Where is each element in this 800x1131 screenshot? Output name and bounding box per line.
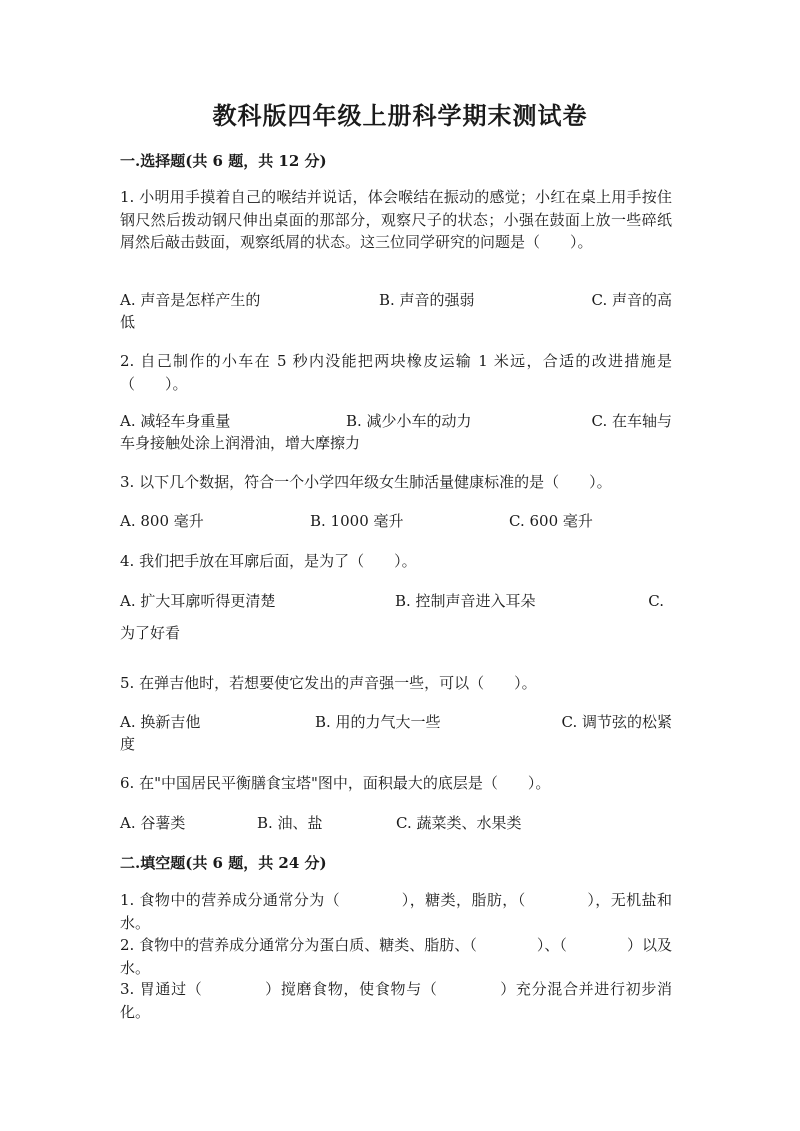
question-4-option-continuation: 为了好看 (120, 624, 181, 642)
option-b: B. 控制声音进入耳朵 (395, 592, 536, 610)
option-a: A. 800 毫升 (120, 512, 204, 530)
question-1-option-continuation: 低 (120, 313, 136, 331)
option-c: C. 在车轴与 (591, 412, 672, 430)
question-2-text: 2. 自己制作的小车在 5 秒内没能把两块橡皮运输 1 米远，合适的改进措施是（ ）。 (120, 352, 672, 393)
page-title: 教科版四年级上册科学期末测试卷 (212, 101, 588, 130)
question-2-options (120, 410, 672, 432)
question-6-options (120, 812, 672, 834)
option-c: C. 声音的高 (591, 291, 672, 309)
option-c: C. 600 毫升 (509, 512, 593, 530)
question-4-text: 4. 我们把手放在耳廓后面，是为了（ ）。 (120, 552, 417, 570)
option-c: C. 蔬菜类、水果类 (396, 814, 522, 832)
question-1-text: 1. 小明用手摸着自己的喉结并说话，体会喉结在振动的感觉；小红在桌上用手按住钢尺然后拨动钢尺伸出桌面的那部分，观察尺子的状态；小强在鼓面上放一些碎纸屑然后敲击鼓面，观察纸屑的状态。这三位同学研究的问题是（ ）。 (120, 188, 672, 251)
option-b: B. 用的力气大一些 (315, 713, 441, 731)
option-b: B. 声音的强弱 (379, 291, 475, 309)
option-c: C. (648, 592, 664, 610)
section-heading-fill-in: 二.填空题(共 6 题，共 24 分) (120, 854, 327, 872)
option-c: C. 调节弦的松紧 (561, 713, 672, 731)
question-5-options (120, 711, 672, 733)
option-b: B. 1000 毫升 (310, 512, 404, 530)
fill-question-1-text: 1. 食物中的营养成分通常分为（ ），糖类，脂肪，（ ），无机盐和水。 (120, 891, 672, 932)
option-a: A. 扩大耳廓听得更清楚 (120, 592, 276, 610)
question-3-options (120, 510, 672, 532)
question-2-option-continuation: 车身接触处涂上润滑油，增大摩擦力 (120, 434, 361, 452)
fill-question-2-text: 2. 食物中的营养成分通常分为蛋白质、糖类、脂肪、（ ）、（ ）以及水。 (120, 936, 672, 977)
question-5-text: 5. 在弹吉他时，若想要使它发出的声音强一些，可以（ ）。 (120, 674, 537, 692)
question-4-options (120, 590, 672, 612)
option-a: A. 换新吉他 (120, 713, 201, 731)
option-b: B. 减少小车的动力 (346, 412, 472, 430)
question-1-options (120, 289, 672, 311)
option-a: A. 减轻车身重量 (120, 412, 231, 430)
question-5-option-continuation: 度 (120, 735, 136, 753)
question-6-text: 6. 在"中国居民平衡膳食宝塔"图中，面积最大的底层是（ ）。 (120, 774, 551, 792)
option-a: A. 谷薯类 (120, 814, 186, 832)
section-heading-choice: 一.选择题(共 6 题，共 12 分) (120, 152, 327, 170)
question-3-text: 3. 以下几个数据，符合一个小学四年级女生肺活量健康标准的是（ ）。 (120, 473, 612, 491)
option-a: A. 声音是怎样产生的 (120, 291, 261, 309)
fill-question-3-text: 3. 胃通过（ ）搅磨食物，使食物与（ ）充分混合并进行初步消化。 (120, 980, 672, 1021)
option-b: B. 油、盐 (257, 814, 323, 832)
